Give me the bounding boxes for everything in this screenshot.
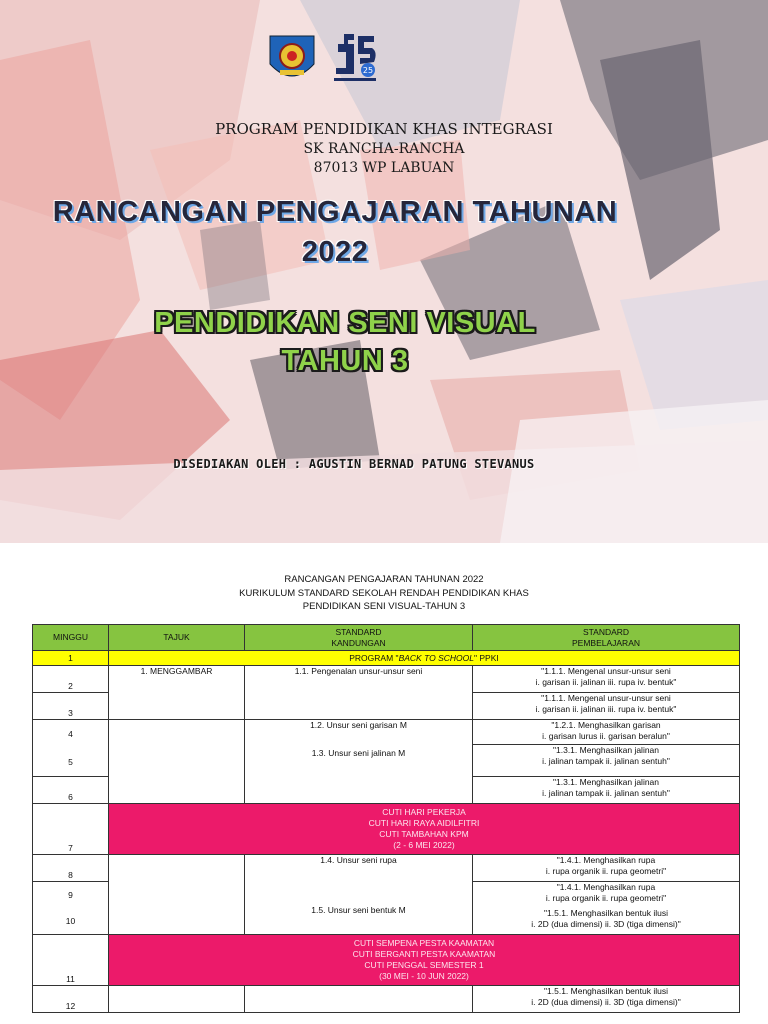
- holiday-line: CUTI PENGGAL SEMESTER 1: [364, 960, 484, 970]
- col-sk-line1: STANDARD: [335, 626, 382, 637]
- holiday-line: CUTI HARI PEKERJA: [382, 807, 466, 817]
- week-number: 8: [33, 855, 109, 882]
- holiday-line: CUTI BERGANTI PESTA KAAMATAN: [352, 949, 496, 959]
- sk-1-1: 1.1. Pengenalan unsur-unsur seni: [245, 666, 473, 720]
- col-minggu: MINGGU: [33, 625, 109, 651]
- table-row: [33, 666, 740, 693]
- holiday-line: CUTI HARI RAYA AIDILFITRI: [368, 818, 480, 828]
- prepared-by: DISEDIAKAN OLEH : AGUSTIN BERNAD PATUNG STEVANUS: [173, 457, 535, 471]
- week-number: 7: [33, 804, 109, 855]
- sp-1-4-1: [473, 855, 740, 882]
- program-suffix: " PPKI: [473, 652, 499, 663]
- program-prefix: PROGRAM ": [349, 652, 399, 663]
- program-back-to-school: [109, 651, 740, 666]
- tajuk-empty: [109, 986, 245, 1013]
- sk-1-3: 1.3. Unsur seni jalinan M: [311, 748, 406, 758]
- sp-text: i. jalinan tampak ii. jalinan sentuh": [542, 756, 670, 766]
- sp-text: "1.3.1. Menghasilkan jalinan: [552, 745, 660, 755]
- program-italic: BACK TO SCHOOL: [398, 652, 474, 663]
- week-number: 10: [65, 916, 76, 926]
- sp-text: "1.1.1. Mengenal unsur-unsur seni: [541, 693, 671, 703]
- school-name: SK RANCHA-RANCHA: [303, 141, 465, 157]
- logo-badge-number: 25: [362, 66, 374, 75]
- sp-text: "1.5.1. Menghasilkan bentuk ilusi: [544, 986, 668, 996]
- sp-text: i. garisan lurus ii. garisan beralun": [542, 731, 670, 741]
- sk-1-2-1-3: [245, 720, 473, 804]
- school-logo-icon: [330, 30, 380, 86]
- school-25-logo: [330, 30, 380, 86]
- sp-text: "1.1.1. Mengenal unsur-unsur seni: [541, 666, 671, 676]
- table-row: [33, 935, 740, 986]
- week-number: 3: [33, 693, 109, 720]
- table-row: [33, 986, 740, 1013]
- sp-1-2-1-3: [473, 720, 740, 777]
- sp-text: i. jalinan tampak ii. jalinan sentuh": [542, 788, 670, 798]
- sp-text: "1.4.1. Menghasilkan rupa: [556, 882, 656, 892]
- week-number: 1: [33, 651, 109, 666]
- plan-title: RANCANGAN PENGAJARAN TAHUNAN: [52, 196, 618, 228]
- week-number-pair: [33, 720, 109, 777]
- week-number: 4: [68, 729, 73, 739]
- subject-year: TAHUN 3: [281, 345, 409, 377]
- week-number: 12: [33, 986, 109, 1013]
- holiday-line: (2 - 6 MEI 2022): [393, 840, 455, 850]
- sp-1-1-1: [473, 693, 740, 720]
- table-row: [33, 651, 740, 666]
- doc-heading-3: PENDIDIKAN SENI VISUAL-TAHUN 3: [302, 601, 466, 612]
- col-sp-line2: PEMBELAJARAN: [571, 637, 641, 648]
- col-tajuk: TAJUK: [109, 625, 245, 651]
- tajuk-menggambar: 1. MENGGAMBAR: [109, 666, 245, 720]
- holiday-block-2: [109, 935, 740, 986]
- sk-1-5: 1.5. Unsur seni bentuk M: [311, 905, 406, 915]
- week-number: 9: [68, 890, 73, 900]
- plan-year: 2022: [301, 236, 369, 268]
- holiday-block-1: [109, 804, 740, 855]
- sp-text: "1.5.1. Menghasilkan bentuk ilusi: [544, 908, 668, 918]
- table-row: [33, 804, 740, 855]
- holiday-line: CUTI TAMBAHAN KPM: [379, 829, 469, 839]
- week-number-pair: [33, 882, 109, 935]
- week-number: 6: [33, 777, 109, 804]
- doc-heading-2: KURIKULUM STANDARD SEKOLAH RENDAH PENDIDIKAN KHAS: [239, 588, 529, 599]
- sp-text: "1.2.1. Menghasilkan garisan: [551, 720, 661, 730]
- tajuk-empty: [109, 855, 245, 935]
- sp-text: i. garisan ii. jalinan iii. rupa iv. bentuk": [535, 704, 677, 714]
- week-number: 2: [33, 666, 109, 693]
- sp-1-3-1: [473, 777, 740, 804]
- sk-1-2: 1.2. Unsur seni garisan M: [310, 720, 407, 730]
- school-address: 87013 WP LABUAN: [313, 160, 455, 176]
- holiday-line: CUTI SEMPENA PESTA KAAMATAN: [353, 938, 495, 948]
- sp-1-4-1-5: [473, 882, 740, 935]
- sk-1-4-1-5: [245, 855, 473, 935]
- sk-empty: [245, 986, 473, 1013]
- week-number: 5: [68, 757, 73, 767]
- sp-1-5-1: [473, 986, 740, 1013]
- holiday-line: (30 MEI - 10 JUN 2022): [379, 971, 469, 981]
- subject-title: PENDIDIKAN SENI VISUAL: [154, 307, 536, 339]
- table-row: [33, 720, 740, 777]
- teaching-plan-table: [32, 624, 740, 1013]
- week-number: 11: [33, 935, 109, 986]
- sp-text: i. garisan ii. jalinan iii. rupa iv. bentuk": [535, 677, 677, 687]
- col-sp-line1: STANDARD: [582, 626, 630, 637]
- col-standard-kandungan: [245, 625, 473, 651]
- sp-text: i. 2D (dua dimensi) ii. 3D (tiga dimensi)": [531, 919, 681, 929]
- sp-text: "1.4.1. Menghasilkan rupa: [556, 855, 656, 865]
- table-row: [33, 855, 740, 882]
- doc-heading-1: RANCANGAN PENGAJARAN TAHUNAN 2022: [284, 574, 484, 585]
- col-sk-line2: KANDUNGAN: [331, 637, 386, 648]
- sk-1-4: 1.4. Unsur seni rupa: [320, 855, 397, 865]
- sp-1-1-1: [473, 666, 740, 693]
- tajuk-empty: [109, 720, 245, 804]
- sp-text: i. rupa organik ii. rupa geometri": [545, 893, 667, 903]
- program-name: PROGRAM PENDIDIKAN KHAS INTEGRASI: [215, 120, 553, 138]
- sp-text: i. 2D (dua dimensi) ii. 3D (tiga dimensi)": [531, 997, 681, 1007]
- col-standard-pembelajaran: [473, 625, 740, 651]
- table-header-row: [33, 625, 740, 651]
- sp-text: "1.3.1. Menghasilkan jalinan: [552, 777, 660, 787]
- sp-text: i. rupa organik ii. rupa geometri": [545, 866, 667, 876]
